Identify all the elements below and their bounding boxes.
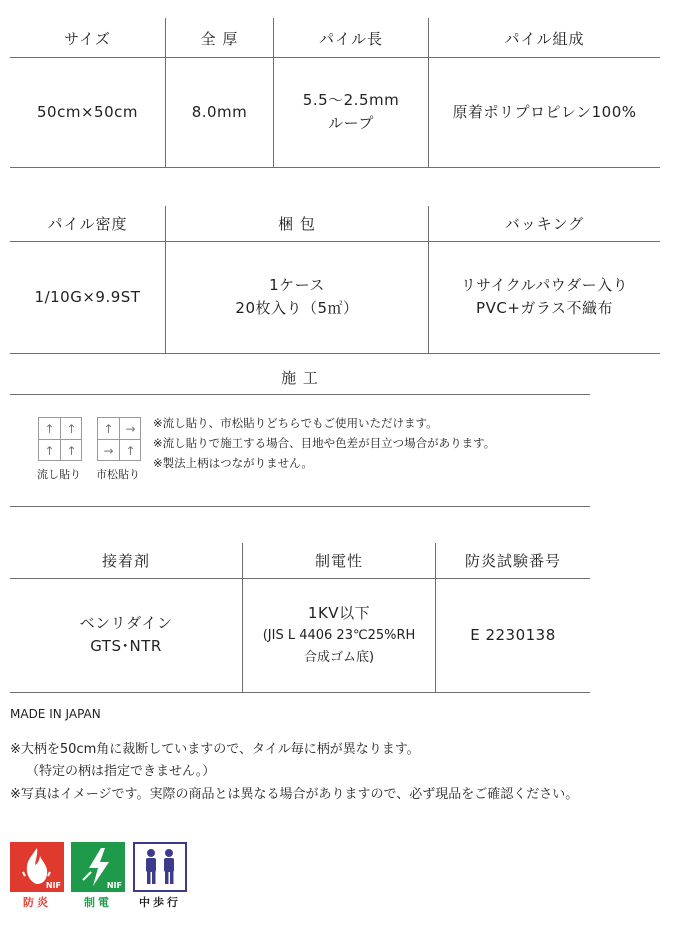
value-antistatic-line1: 1KV以下 <box>307 603 371 622</box>
value-antistatic-line3: 合成ゴム底) <box>303 649 375 665</box>
arrow-up-icon: ↑ <box>44 443 55 458</box>
value-backing <box>429 242 660 352</box>
value-total-thickness-text: 8.0mm <box>191 102 248 121</box>
installation-note: ※流し貼り、市松貼りどちらでもご使用いただけます。 <box>153 416 438 430</box>
value-pile-density <box>10 242 165 352</box>
arrow-right-icon: → <box>125 421 136 436</box>
table3-bottom-border <box>10 692 590 693</box>
header-total-thickness: 全 厚 <box>200 29 239 48</box>
flame-retardant-badge <box>10 842 64 910</box>
arrow-right-icon: → <box>103 443 114 458</box>
value-adhesive-line2: GTS･NTR <box>90 637 162 655</box>
installation-note: ※製法上柄はつながりません。 <box>153 456 313 470</box>
header-antistatic: 制電性 <box>314 551 363 570</box>
value-pile-density-text: 1/10G×9.9ST <box>34 287 141 306</box>
arrow-up-icon: ↑ <box>66 443 77 458</box>
value-antistatic-line2: (JIS L 4406 23℃25%RH <box>262 627 416 643</box>
value-size-text: 50cm×50cm <box>37 102 138 121</box>
value-pile-length <box>274 58 428 166</box>
badge-mark: NIF <box>45 881 61 890</box>
footnote: ※写真はイメージです。実際の商品とは異なる場合がありますので、必ず現品をご確認ください。 <box>10 787 579 802</box>
table1-bottom-border <box>10 167 660 168</box>
value-total-thickness <box>166 58 273 166</box>
header-adhesive: 接着剤 <box>101 551 150 570</box>
value-pile-length-line1: 5.5～2.5mm <box>302 91 400 109</box>
header-pile-density: パイル密度 <box>47 214 128 233</box>
value-antistatic <box>243 579 435 691</box>
header-pile-composition: パイル組成 <box>504 29 585 48</box>
value-packing-line2: 20枚入り（5㎡） <box>235 299 359 317</box>
value-adhesive-line1: ベンリダイン <box>79 614 173 632</box>
flame-retardant-icon <box>10 842 64 892</box>
value-adhesive <box>10 579 242 691</box>
value-fire-test-number-text: E 2230138 <box>470 625 556 644</box>
badge-mark: NIF <box>106 881 122 890</box>
arrow-up-icon: ↑ <box>44 421 55 436</box>
value-pile-length-line2: ループ <box>328 114 374 132</box>
monolithic-caption: 流し貼り <box>37 468 81 481</box>
value-packing <box>166 242 428 352</box>
installation-note: ※流し貼りで施工する場合、目地や色差が目立つ場合があります。 <box>153 436 496 450</box>
value-pile-composition-text: 原着ポリプロピレン100% <box>452 102 637 121</box>
table2-bottom-border <box>10 353 660 354</box>
antistatic-badge <box>71 842 125 910</box>
value-backing-line2: PVC+ガラス不織布 <box>476 299 613 317</box>
installation-header: 施 工 <box>281 368 319 387</box>
antistatic-label: 制電 <box>84 896 112 909</box>
value-fire-test-number <box>436 579 590 691</box>
quarter-turn-caption: 市松貼り <box>96 468 140 481</box>
header-packing: 梱 包 <box>278 214 316 233</box>
footnote: ※大柄を50cm角に裁断していますので、タイル毎に柄が異なります。 <box>10 742 420 757</box>
medium-traffic-icon <box>133 842 187 892</box>
origin-label: MADE IN JAPAN <box>10 707 101 721</box>
value-pile-composition <box>429 58 660 166</box>
installation-header-divider <box>10 394 590 395</box>
flame-retardant-label: 防炎 <box>23 896 51 909</box>
header-pile-length: パイル長 <box>318 29 383 48</box>
value-size <box>10 58 165 166</box>
monolithic-arrows-icon <box>38 417 82 461</box>
quarter-turn-arrows-icon <box>97 417 141 461</box>
arrow-up-icon: ↑ <box>66 421 77 436</box>
header-backing: バッキング <box>504 214 585 233</box>
antistatic-icon <box>71 842 125 892</box>
header-fire-test-number: 防炎試験番号 <box>464 551 561 570</box>
value-packing-line1: 1ケース <box>269 276 325 294</box>
header-size: サイズ <box>64 29 111 48</box>
medium-traffic-badge <box>133 842 187 910</box>
value-backing-line1: リサイクルパウダー入り <box>460 276 629 294</box>
arrow-up-icon: ↑ <box>103 421 114 436</box>
installation-bottom-border <box>10 506 590 507</box>
footnote: （特定の柄は指定できません。） <box>26 764 216 779</box>
medium-traffic-label: 中歩行 <box>139 896 181 909</box>
arrow-up-icon: ↑ <box>125 443 136 458</box>
